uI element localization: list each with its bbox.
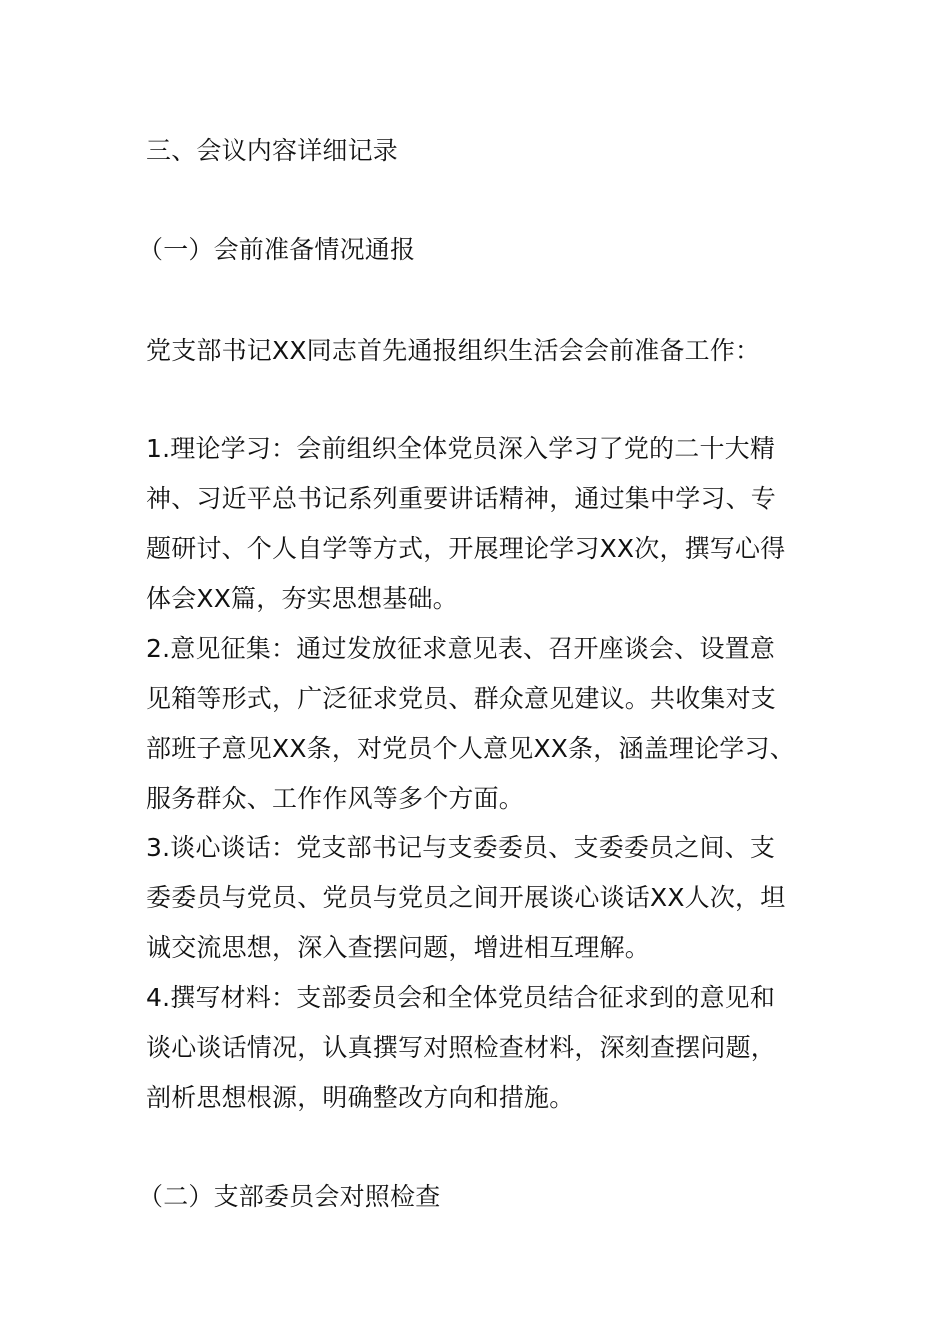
item-3-line-1: 3.谈心谈话：党支部书记与支委委员、支委委员之间、支 (146, 833, 776, 862)
item-2-line-1: 2.意见征集：通过发放征求意见表、召开座谈会、设置意 (146, 634, 776, 663)
subsection-heading-1: （一）会前准备情况通报 (138, 235, 416, 264)
subsection-heading-2: （二）支部委员会对照检查 (138, 1182, 441, 1211)
item-1-line-1: 1.理论学习：会前组织全体党员深入学习了党的二十大精 (146, 434, 776, 463)
intro-paragraph: 党支部书记XX同志首先通报组织生活会会前准备工作： (146, 336, 761, 365)
item-4-line-1: 4.撰写材料：支部委员会和全体党员结合征求到的意见和 (146, 983, 776, 1012)
item-3-line-2: 委委员与党员、党员与党员之间开展谈心谈话XX人次，坦 (146, 883, 786, 912)
item-4-line-2: 谈心谈话情况，认真撰写对照检查材料，深刻查摆问题， (146, 1033, 777, 1062)
item-1-line-4: 体会XX篇，夯实思想基础。 (146, 584, 458, 613)
item-2-line-2: 见箱等形式，广泛征求党员、群众意见建议。共收集对支 (146, 684, 777, 713)
item-2-line-3: 部班子意见XX条，对党员个人意见XX条，涵盖理论学习、 (146, 734, 795, 763)
item-2-line-4: 服务群众、工作作风等多个方面。 (146, 784, 525, 813)
item-3-line-3: 诚交流思想，深入查摆问题，增进相互理解。 (146, 933, 651, 962)
item-4-line-3: 剖析思想根源，明确整改方向和措施。 (146, 1083, 575, 1112)
item-1-line-2: 神、习近平总书记系列重要讲话精神，通过集中学习、专 (146, 484, 777, 513)
item-1-line-3: 题研讨、个人自学等方式，开展理论学习XX次，撰写心得 (146, 534, 786, 563)
section-heading: 三、会议内容详细记录 (146, 136, 399, 165)
